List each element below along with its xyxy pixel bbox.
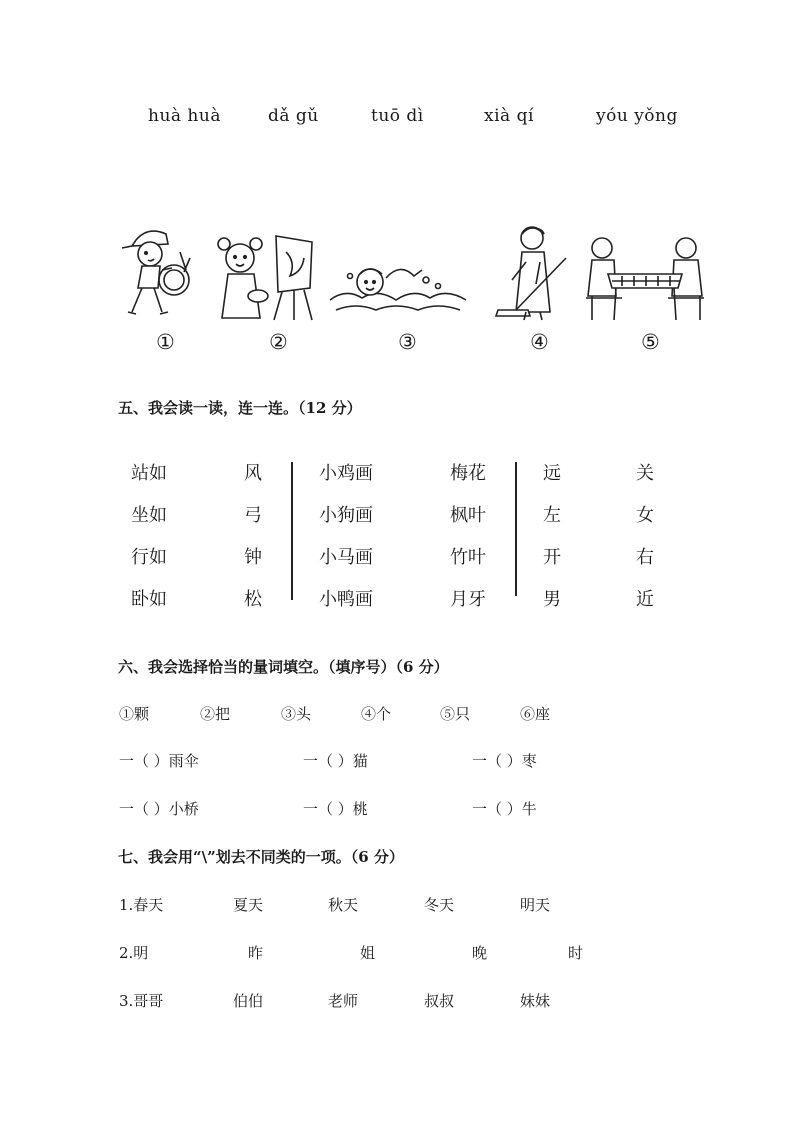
picture-number-2: ② <box>269 330 288 354</box>
word-item[interactable]: 秋天 <box>328 896 359 914</box>
fill-blank-item[interactable]: 一（ ）牛 <box>472 800 537 818</box>
option-1: ①颗 <box>119 705 150 723</box>
match-item[interactable]: 小狗画 <box>319 505 373 526</box>
pinyin-4: xià qí <box>484 106 534 126</box>
match-item[interactable]: 关 <box>636 463 654 484</box>
pinyin-2: dǎ gǔ <box>268 106 319 126</box>
match-item[interactable]: 近 <box>636 589 654 610</box>
match-item[interactable]: 梅花 <box>450 463 486 484</box>
picture-number-3: ③ <box>398 330 417 354</box>
option-4: ④个 <box>361 705 392 723</box>
match-item[interactable]: 坐如 <box>131 505 167 526</box>
match-item[interactable]: 小鸭画 <box>319 589 373 610</box>
match-item[interactable]: 弓 <box>244 505 262 526</box>
match-item[interactable]: 行如 <box>131 547 167 568</box>
pinyin-3: tuō dì <box>371 106 424 126</box>
match-item[interactable]: 松 <box>244 589 262 610</box>
section5-heading: 五、我会读一读，连一连。（12 分） <box>118 399 362 417</box>
drum-boy-icon <box>118 222 208 322</box>
divider-2 <box>515 462 517 596</box>
word-item[interactable]: 姐 <box>360 944 376 962</box>
painting-girl-icon <box>216 232 316 322</box>
match-item[interactable]: 女 <box>636 505 654 526</box>
word-item[interactable]: 夏天 <box>233 896 264 914</box>
pinyin-5: yóu yǒng <box>596 106 678 126</box>
match-item[interactable]: 钟 <box>244 547 262 568</box>
picture-number-4: ④ <box>530 330 549 354</box>
chess-players-icon <box>582 234 708 322</box>
option-5: ⑤只 <box>440 705 471 723</box>
option-3: ③头 <box>281 705 312 723</box>
word-item[interactable]: 2.明 <box>119 944 149 962</box>
match-item[interactable]: 小鸡画 <box>319 463 373 484</box>
match-item[interactable]: 左 <box>543 505 561 526</box>
mopping-woman-icon <box>478 222 570 322</box>
fill-blank-item[interactable]: 一（ ）枣 <box>472 752 537 770</box>
word-item[interactable]: 冬天 <box>424 896 455 914</box>
word-item[interactable]: 叔叔 <box>424 992 455 1010</box>
word-item[interactable]: 明天 <box>520 896 551 914</box>
picture-number-1: ① <box>156 330 175 354</box>
swimming-child-icon <box>326 258 470 322</box>
match-item[interactable]: 风 <box>244 463 262 484</box>
word-item[interactable]: 晚 <box>472 944 488 962</box>
match-item[interactable]: 卧如 <box>131 589 167 610</box>
word-item[interactable]: 时 <box>568 944 584 962</box>
word-item[interactable]: 昨 <box>248 944 264 962</box>
word-item[interactable]: 妹妹 <box>520 992 551 1010</box>
picture-number-5: ⑤ <box>641 330 660 354</box>
fill-blank-item[interactable]: 一（ ）桃 <box>303 800 368 818</box>
match-item[interactable]: 男 <box>543 589 561 610</box>
word-item[interactable]: 伯伯 <box>233 992 264 1010</box>
match-item[interactable]: 开 <box>543 547 561 568</box>
section7-heading: 七、我会用“\”划去不同类的一项。（6 分） <box>118 848 404 866</box>
fill-blank-item[interactable]: 一（ ）小桥 <box>119 800 199 818</box>
option-2: ②把 <box>200 705 231 723</box>
fill-blank-item[interactable]: 一（ ）猫 <box>303 752 368 770</box>
word-item[interactable]: 1.春天 <box>119 896 164 914</box>
match-item[interactable]: 远 <box>543 463 561 484</box>
match-item[interactable]: 月牙 <box>450 589 486 610</box>
word-item[interactable]: 老师 <box>328 992 359 1010</box>
word-item[interactable]: 3.哥哥 <box>119 992 164 1010</box>
match-item[interactable]: 竹叶 <box>450 547 486 568</box>
fill-blank-item[interactable]: 一（ ）雨伞 <box>119 752 199 770</box>
match-item[interactable]: 右 <box>636 547 654 568</box>
divider-1 <box>291 462 293 600</box>
match-item[interactable]: 站如 <box>131 463 167 484</box>
pinyin-1: huà huà <box>148 106 221 126</box>
option-6: ⑥座 <box>520 705 551 723</box>
match-item[interactable]: 小马画 <box>319 547 373 568</box>
match-item[interactable]: 枫叶 <box>450 505 486 526</box>
section6-heading: 六、我会选择恰当的量词填空。（填序号）（6 分） <box>118 658 449 676</box>
